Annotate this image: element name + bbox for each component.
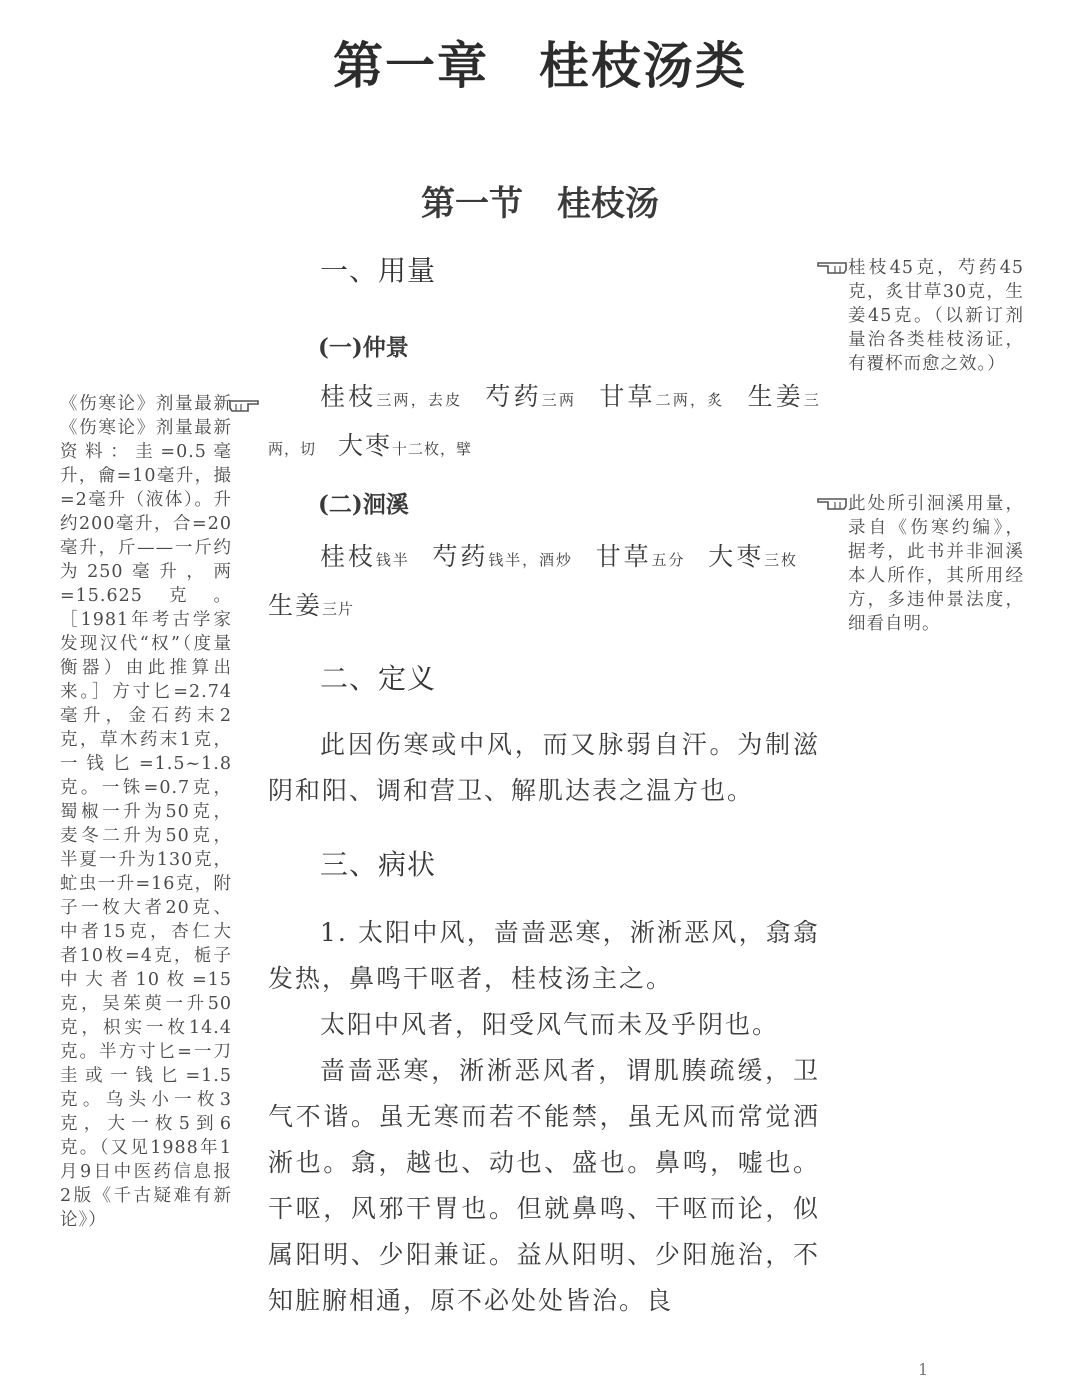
main-column (268, 248, 820, 1324)
margin-note-left-text: 《伤寒论》剂量最新《伤寒论》剂量最新资料：圭=0.5毫升，龠=10毫升，撮=2毫升（液体）。升约200毫升，合=20毫升，斤——一斤约为250毫升，两=15.625克。［1981年考古学家发现汉代“权”（度量衡器）由此推算出来。］方寸匕=2.74毫升，金石药末2克，草木药末1克，一钱匕=1.5~1.8克。一铢=0.7克，蜀椒一升为50克，麦冬二升为50克，半夏一升为130克，虻虫一升=16克，附子一枚大者20克、中者15克，杏仁大者10枚=4克，栀子中大者10枚=15克，吴茱萸一升50克，枳实一枚14.4克。半方寸匕=一刀圭或一钱匕=1.5克。乌头小一枚3克，大一枚5到6克。（又见1988年1月9日中医药信息报2版《千古疑难有新论》） (60, 394, 232, 1230)
margin-note-right-1 (848, 256, 1024, 376)
jiongxi-formula: 桂枝钱半 芍药钱半，酒炒 甘草五分 大枣三枚生姜三片 (268, 542, 798, 620)
commentary-1: 太阳中风者，阳受风气而未及乎阴也。 (320, 1010, 780, 1039)
symptom-clause-1: 1. 太阳中风，啬啬恶寒，淅淅恶风，翕翕发热，鼻鸣干呕者，桂枝汤主之。 (268, 918, 820, 993)
definition-text: 此因伤寒或中风，而又脉弱自汗。为制滋阴和阳、调和营卫、解肌达表之温方也。 (268, 730, 820, 805)
heading-jiongxi: (二)洄溪 (318, 491, 409, 518)
chapter-name: 桂枝汤类 (539, 37, 747, 95)
commentary-2: 啬啬恶寒，淅淅恶风者，谓肌腠疏缓，卫气不谐。虽无寒而若不能禁，虽无风而常觉洒淅也。翕，越也、动也、盛也。鼻鸣，嘘也。干呕，风邪干胃也。但就鼻鸣、干呕而论，似属阳明、少阳兼证。益从阳明、少阳施治，不知脏腑相通，原不必处处皆治。良 (268, 1056, 820, 1315)
section-title (0, 176, 1080, 225)
section-name: 桂枝汤 (557, 184, 659, 224)
heading-dosage: 一、用量 (320, 254, 437, 287)
margin-note-right-1-text: 桂枝45克，芍药45克，炙甘草30克，生姜45克。（以新订剂量治各类桂枝汤证，有覆杯而愈之效。） (848, 258, 1024, 374)
margin-note-right-2-text: 此处所引洄溪用量，录自《伤寒约编》，据考，此书并非洄溪本人所作，其所用经方，多违仲景法度，细看自明。 (848, 494, 1024, 634)
margin-note-left (60, 392, 232, 1232)
chapter-number: 第一章 (333, 37, 489, 95)
heading-definition: 二、定义 (320, 662, 437, 695)
pointing-hand-icon (816, 496, 848, 512)
heading-zhongjing: (一)仲景 (318, 334, 409, 361)
margin-note-right-2 (848, 492, 1024, 636)
chapter-title (0, 26, 1080, 98)
heading-symptoms: 三、病状 (320, 848, 437, 881)
section-number: 第一节 (421, 184, 523, 224)
pointing-hand-icon (228, 398, 260, 414)
pointing-hand-icon (816, 260, 848, 276)
page-number: 1 (918, 1360, 929, 1379)
zhongjing-formula: 桂枝三两，去皮 芍药三两 甘草二两，炙 生姜三两，切 大枣十二枚，擘 (268, 382, 820, 460)
